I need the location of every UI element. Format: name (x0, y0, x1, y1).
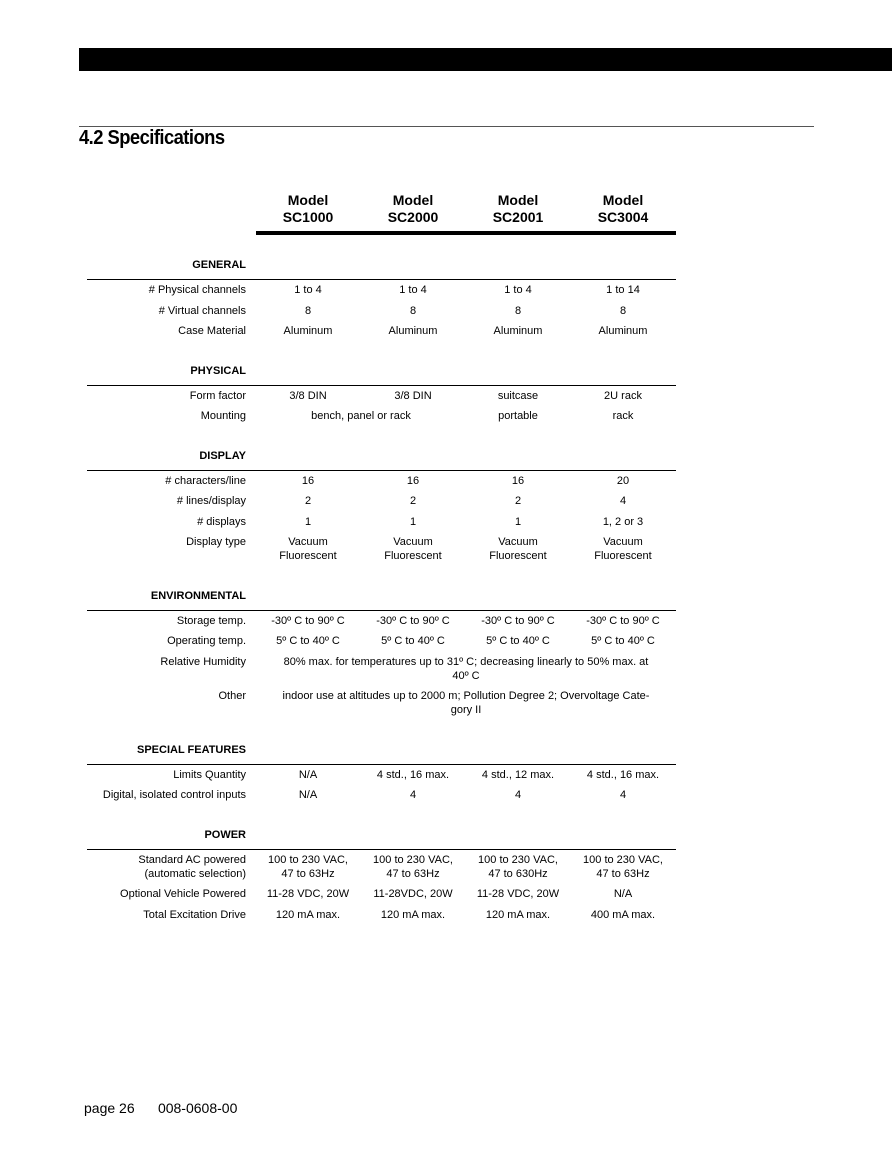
row-label: Digital, isolated control inputs (102, 789, 246, 801)
table-cell: 120 mA max. (275, 908, 341, 921)
row-value-merged: bench, panel or rack (311, 410, 411, 422)
table-cell: 100 to 230 VAC, 47 to 630Hz (478, 853, 558, 880)
table-cell: 1 to 14 (606, 284, 640, 296)
table-cell: 1 to 4 (399, 284, 427, 296)
table-cell: Vacuum Fluorescent (384, 536, 442, 562)
table-cell: 8 (514, 304, 522, 317)
table-cell: portable (498, 410, 538, 422)
table-cell: 3/8 DIN (289, 389, 327, 402)
table-cell: Aluminum (388, 325, 438, 337)
table-cell: 120 mA max. (380, 908, 446, 921)
table-cell: N/A (613, 888, 633, 900)
table-cell: rack (612, 410, 634, 422)
row-label: Relative Humidity (160, 655, 246, 668)
table-cell: 1, 2 or 3 (602, 515, 644, 528)
section-rule (87, 279, 676, 280)
row-label: Mounting (200, 410, 246, 422)
model-header-line2: SC2001 (492, 209, 544, 225)
section-heading: PHYSICAL (190, 364, 246, 377)
model-header-line1: Model (602, 192, 644, 208)
table-cell: -30º C to 90º C (376, 614, 450, 627)
model-header-line1: Model (287, 192, 329, 208)
row-label: Display type (186, 536, 246, 548)
table-cell: 16 (511, 474, 525, 487)
table-cell: 400 mA max. (590, 908, 656, 921)
table-cell: Vacuum Fluorescent (489, 536, 547, 562)
model-header-line2: SC3004 (597, 209, 649, 225)
model-header (361, 192, 466, 226)
section-rule (87, 849, 676, 850)
row-label: Limits Quantity (173, 768, 246, 781)
table-cell: 16 (301, 474, 315, 487)
table-cell: Aluminum (493, 325, 543, 337)
table-cell: 11-28 VDC, 20W (266, 888, 350, 900)
row-label: # Physical channels (148, 284, 246, 296)
document-number: 008-0608-00 (157, 1100, 238, 1116)
table-cell: N/A (298, 768, 318, 781)
page-footer (84, 1100, 237, 1116)
section-heading: SPECIAL FEATURES (137, 743, 246, 756)
table-cell: 1 (409, 515, 417, 528)
table-cell: 4 (619, 495, 627, 507)
row-label: # Virtual channels (158, 304, 246, 317)
row-value-merged: indoor use at altitudes up to 2000 m; Pollution Degree 2; Overvoltage Cate- gory II (282, 690, 650, 716)
table-cell: Vacuum Fluorescent (279, 536, 337, 562)
table-cell: Aluminum (598, 325, 648, 337)
model-header-line2: SC1000 (282, 209, 334, 225)
row-label: Form factor (189, 389, 246, 402)
row-label: Total Excitation Drive (143, 908, 246, 921)
table-cell: 2U rack (604, 389, 642, 402)
row-label: Other (218, 690, 246, 702)
table-cell: 1 to 4 (504, 284, 532, 296)
row-label: # lines/display (176, 495, 246, 507)
table-cell: -30º C to 90º C (586, 614, 660, 627)
table-cell: 100 to 230 VAC, 47 to 63Hz (583, 853, 663, 880)
row-label: Storage temp. (176, 614, 246, 627)
table-cell: 1 to 4 (294, 284, 322, 296)
page-number: page 26 (84, 1100, 135, 1116)
section-rule (87, 385, 676, 386)
table-cell: 8 (409, 304, 417, 317)
header-rule (256, 231, 676, 235)
section-rule (87, 764, 676, 765)
table-cell: 3/8 DIN (394, 389, 432, 402)
table-cell: -30º C to 90º C (481, 614, 555, 627)
row-label: # characters/line (165, 474, 246, 487)
table-cell: 11-28 VDC, 20W (476, 888, 560, 900)
table-cell: 4 (514, 789, 522, 801)
table-cell: N/A (298, 789, 318, 801)
section-heading: POWER (204, 828, 246, 841)
table-cell: 4 (409, 789, 417, 801)
model-header (466, 192, 571, 226)
row-value-merged: 80% max. for temperatures up to 31º C; decreasing linearly to 50% max. at 40º C (283, 655, 649, 682)
section-rule (87, 470, 676, 471)
model-header-line1: Model (497, 192, 539, 208)
model-header (571, 192, 676, 226)
table-cell: 4 (619, 789, 627, 801)
table-cell: 2 (304, 495, 312, 507)
row-label: Operating temp. (167, 635, 246, 647)
table-cell: 2 (514, 495, 522, 507)
model-header (256, 192, 361, 226)
table-cell: 4 std., 16 max. (376, 768, 450, 781)
table-cell: 1 (304, 515, 312, 528)
table-cell: Vacuum Fluorescent (594, 536, 652, 562)
section-heading: DISPLAY (199, 449, 246, 462)
section-heading: GENERAL (192, 259, 246, 271)
table-cell: 2 (409, 495, 417, 507)
section-rule (87, 610, 676, 611)
table-cell: 20 (616, 474, 630, 487)
table-cell: 120 mA max. (485, 908, 551, 921)
table-cell: 8 (304, 304, 312, 317)
table-cell: 11-28VDC, 20W (373, 888, 453, 900)
table-cell: 5º C to 40º C (486, 635, 550, 647)
row-label: Case Material (178, 325, 246, 337)
table-cell: Aluminum (283, 325, 333, 337)
row-label: Optional Vehicle Powered (120, 888, 246, 900)
table-cell: 100 to 230 VAC, 47 to 63Hz (373, 853, 453, 880)
table-cell: 4 std., 16 max. (586, 768, 660, 781)
table-cell: suitcase (497, 389, 539, 402)
table-cell: 100 to 230 VAC, 47 to 63Hz (268, 853, 348, 880)
table-cell: 8 (619, 304, 627, 317)
table-cell: -30º C to 90º C (271, 614, 345, 627)
section-title: 4.2 Specifications (79, 127, 225, 149)
table-cell: 1 (514, 515, 522, 528)
table-cell: 5º C to 40º C (381, 635, 445, 647)
row-label: Standard AC powered (automatic selection) (138, 853, 246, 880)
table-cell: 5º C to 40º C (276, 635, 340, 647)
model-header-line1: Model (392, 192, 434, 208)
table-cell: 16 (406, 474, 420, 487)
table-cell: 5º C to 40º C (591, 635, 655, 647)
table-cell: 4 std., 12 max. (481, 768, 555, 781)
model-header-line2: SC2000 (387, 209, 439, 225)
row-label: # displays (197, 515, 246, 528)
section-heading: ENVIRONMENTAL (150, 589, 246, 602)
